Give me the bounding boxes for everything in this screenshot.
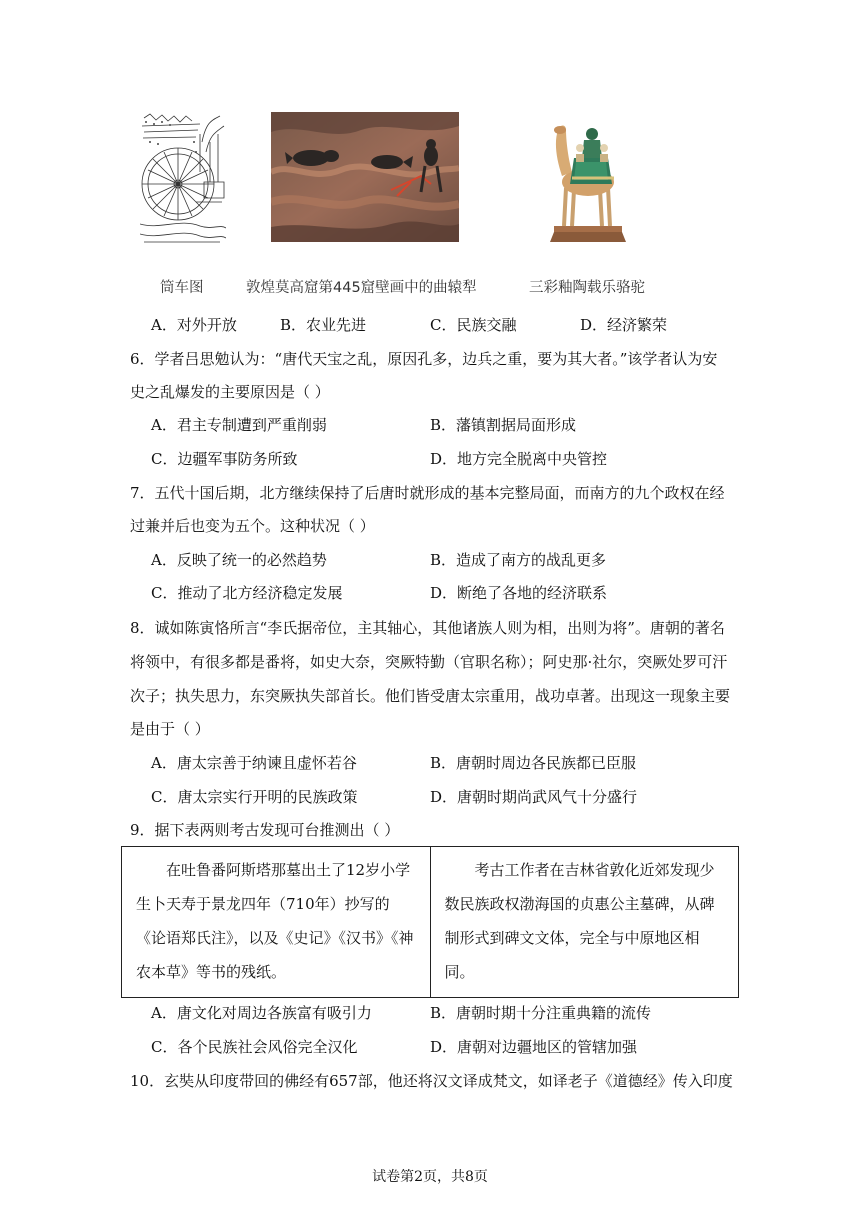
q6-option-c: C．边疆军事防务所致: [151, 450, 298, 468]
q7-option-a: A．反映了统一的必然趋势: [151, 551, 327, 569]
q7-stem-line-2: 过兼并后也变为五个。这种状况（ ）: [130, 517, 375, 535]
q9-evidence-table: [121, 846, 739, 998]
q9-table-right-text: 考古工作者在吉林省敦化近郊发现少数民族政权渤海国的贞惠公主墓碑，从碑制形式到碑文文体，完全与中原地区相同。: [444, 861, 715, 981]
q9-option-d: D．唐朝对边疆地区的管辖加强: [430, 1038, 638, 1056]
q8-stem-line-1: 8．诚如陈寅恪所言“李氏据帝位，主其轴心，其他诸族人则为相，出则为将”。唐朝的著名: [130, 619, 725, 637]
q7-option-c: C．推动了北方经济稳定发展: [151, 584, 343, 602]
q8-stem-line-2: 将领中，有很多都是番将，如史大奈，突厥特勤（官职名称）；阿史那·社尔，突厥处罗可汗: [130, 653, 728, 671]
q6-stem-line-1: 6．学者吕思勉认为：“唐代天宝之乱，原因孔多，边兵之重，要为其大者。”该学者认为安: [130, 350, 718, 368]
q5-option-c: C．民族交融: [430, 316, 517, 334]
q9-table-left-cell: [122, 847, 431, 998]
q6-stem-line-2: 史之乱爆发的主要原因是（ ）: [130, 383, 330, 401]
q8-option-b: B．唐朝时周边各民族都已臣服: [430, 754, 637, 772]
q9-stem: 9．据下表两则考古发现可台推测出（ ）: [130, 821, 400, 839]
q9-option-b: B．唐朝时期十分注重典籍的流传: [430, 1004, 652, 1022]
q5-option-d: D．经济繁荣: [580, 316, 668, 334]
q9-table-left-text: 在吐鲁番阿斯塔那墓出土了12岁小学生卜天寿于景龙四年（710年）抄写的《论语郑氏注》，以及《史记》《汉书》《神农本草》等书的残纸。: [136, 861, 414, 981]
image-caption-waterwheel: 筒车图: [160, 280, 204, 296]
q8-option-a: A．唐太宗善于纳谏且虚怀若谷: [151, 754, 357, 772]
q8-option-d: D．唐朝时期尚武风气十分盛行: [430, 788, 638, 806]
q6-option-d: D．地方完全脱离中央管控: [430, 450, 608, 468]
q5-option-a: A．对外开放: [151, 316, 237, 334]
q10-stem-line-1: 10．玄奘从印度带回的佛经有657部，他还将汉文译成梵文，如译老子《道德经》传入印度: [130, 1072, 733, 1090]
q9-option-a: A．唐文化对周边各族富有吸引力: [151, 1004, 372, 1022]
q7-option-b: B．造成了南方的战乱更多: [430, 551, 607, 569]
q7-stem-line-1: 7．五代十国后期，北方继续保持了后唐时就形成的基本完整局面，而南方的九个政权在经: [130, 484, 725, 502]
q9-table-right-cell: [430, 847, 739, 998]
q7-option-d: D．断绝了各地的经济联系: [430, 584, 608, 602]
image-caption-camel: 三彩釉陶载乐骆驼: [529, 280, 645, 296]
q6-option-b: B．藩镇割据局面形成: [430, 416, 577, 434]
sancai-camel-image: [548, 118, 628, 244]
q8-stem-line-4: 是由于（ ）: [130, 720, 210, 738]
q5-option-b: B．农业先进: [280, 316, 367, 334]
q9-option-c: C．各个民族社会风俗完全汉化: [151, 1038, 358, 1056]
q8-stem-line-3: 次子；执失思力，东突厥执失部首长。他们皆受唐太宗重用，战功卓著。出现这一现象主要: [130, 687, 731, 705]
q6-option-a: A．君主专制遭到严重削弱: [151, 416, 327, 434]
page-footer: 试卷第2页，共8页: [372, 1169, 488, 1185]
waterwheel-illustration: [140, 112, 226, 246]
image-caption-mural: 敦煌莫高窟第445窟壁画中的曲辕犁: [246, 280, 477, 296]
dunhuang-mural-image: [271, 112, 459, 242]
q8-option-c: C．唐太宗实行开明的民族政策: [151, 788, 358, 806]
